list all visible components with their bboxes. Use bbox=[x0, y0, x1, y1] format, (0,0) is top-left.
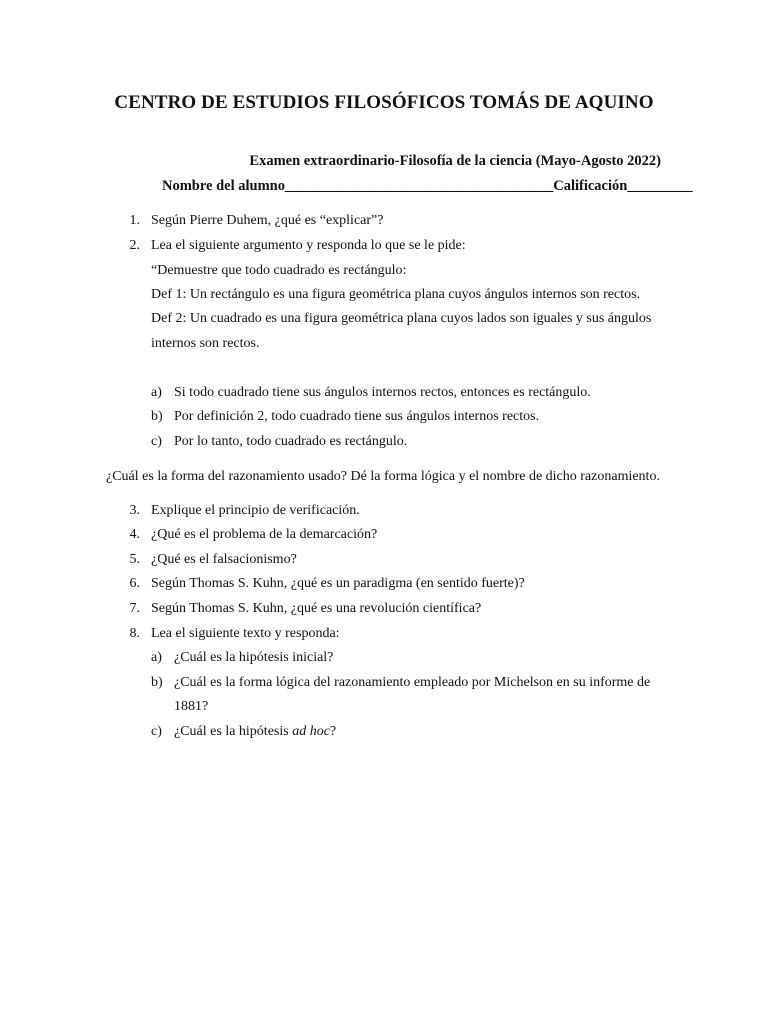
item-text: Por lo tanto, todo cuadrado es rectángulo. bbox=[174, 434, 408, 449]
item-text-italic: ad hoc bbox=[292, 724, 330, 739]
argument-quote: “Demuestre que todo cuadrado es rectángulo: bbox=[151, 263, 407, 278]
item-text-start: ¿Cuál es la hipótesis bbox=[174, 724, 293, 739]
question-text: Según Thomas S. Kuhn, ¿qué es un paradigma (en sentido fuerte)? bbox=[151, 576, 525, 591]
question-number: 2. bbox=[129, 238, 140, 253]
item-label: c) bbox=[151, 724, 162, 739]
question-number: 1. bbox=[129, 213, 140, 228]
item-label: a) bbox=[151, 650, 162, 665]
student-name-line: Nombre del alumno_____________________________________Calificación_________ bbox=[162, 178, 693, 194]
exam-subtitle: Examen extraordinario-Filosofía de la ciencia (Mayo-Agosto 2022) bbox=[249, 153, 661, 169]
question-number: 4. bbox=[129, 527, 140, 542]
definition-1: Def 1: Un rectángulo es una figura geométrica plana cuyos ángulos internos son rectos. bbox=[151, 287, 641, 302]
item-label: a) bbox=[151, 385, 162, 400]
question-number: 5. bbox=[129, 552, 140, 567]
question-text: ¿Qué es el problema de la demarcación? bbox=[151, 527, 378, 542]
question-text: Según Thomas S. Kuhn, ¿qué es una revolución científica? bbox=[151, 601, 482, 616]
question-2-followup: ¿Cuál es la forma del razonamiento usado? Dé la forma lógica y el nombre de dicho razonamiento. bbox=[106, 469, 660, 484]
definition-2-cont: internos son rectos. bbox=[151, 336, 260, 351]
item-text: ¿Cuál es la forma lógica del razonamiento empleado por Michelson en su informe de bbox=[174, 675, 651, 690]
question-number: 8. bbox=[129, 626, 140, 641]
item-text: ¿Cuál es la hipótesis inicial? bbox=[174, 650, 334, 665]
question-text: Explique el principio de verificación. bbox=[151, 503, 360, 518]
question-text: Lea el siguiente argumento y responda lo que se le pide: bbox=[151, 238, 466, 253]
item-text bbox=[174, 724, 336, 740]
question-number: 3. bbox=[129, 503, 140, 518]
item-label: b) bbox=[151, 675, 163, 690]
question-number: 7. bbox=[129, 601, 140, 616]
subquestion-b-cont: 1881? bbox=[174, 699, 209, 714]
question-text: Lea el siguiente texto y responda: bbox=[151, 626, 340, 641]
question-text: Según Pierre Duhem, ¿qué es “explicar”? bbox=[151, 213, 384, 228]
item-text: Si todo cuadrado tiene sus ángulos internos rectos, entonces es rectángulo. bbox=[174, 385, 591, 400]
question-number: 6. bbox=[129, 576, 140, 591]
item-text-end: ? bbox=[329, 724, 337, 739]
page-title: CENTRO DE ESTUDIOS FILOSÓFICOS TOMÁS DE AQUINO bbox=[114, 92, 654, 113]
question-text: ¿Qué es el falsacionismo? bbox=[151, 552, 297, 567]
definition-2: Def 2: Un cuadrado es una figura geométrica plana cuyos lados son iguales y sus ángulos bbox=[151, 311, 652, 326]
item-label: c) bbox=[151, 434, 162, 449]
item-text: Por definición 2, todo cuadrado tiene sus ángulos internos rectos. bbox=[174, 409, 540, 424]
item-label: b) bbox=[151, 409, 163, 424]
